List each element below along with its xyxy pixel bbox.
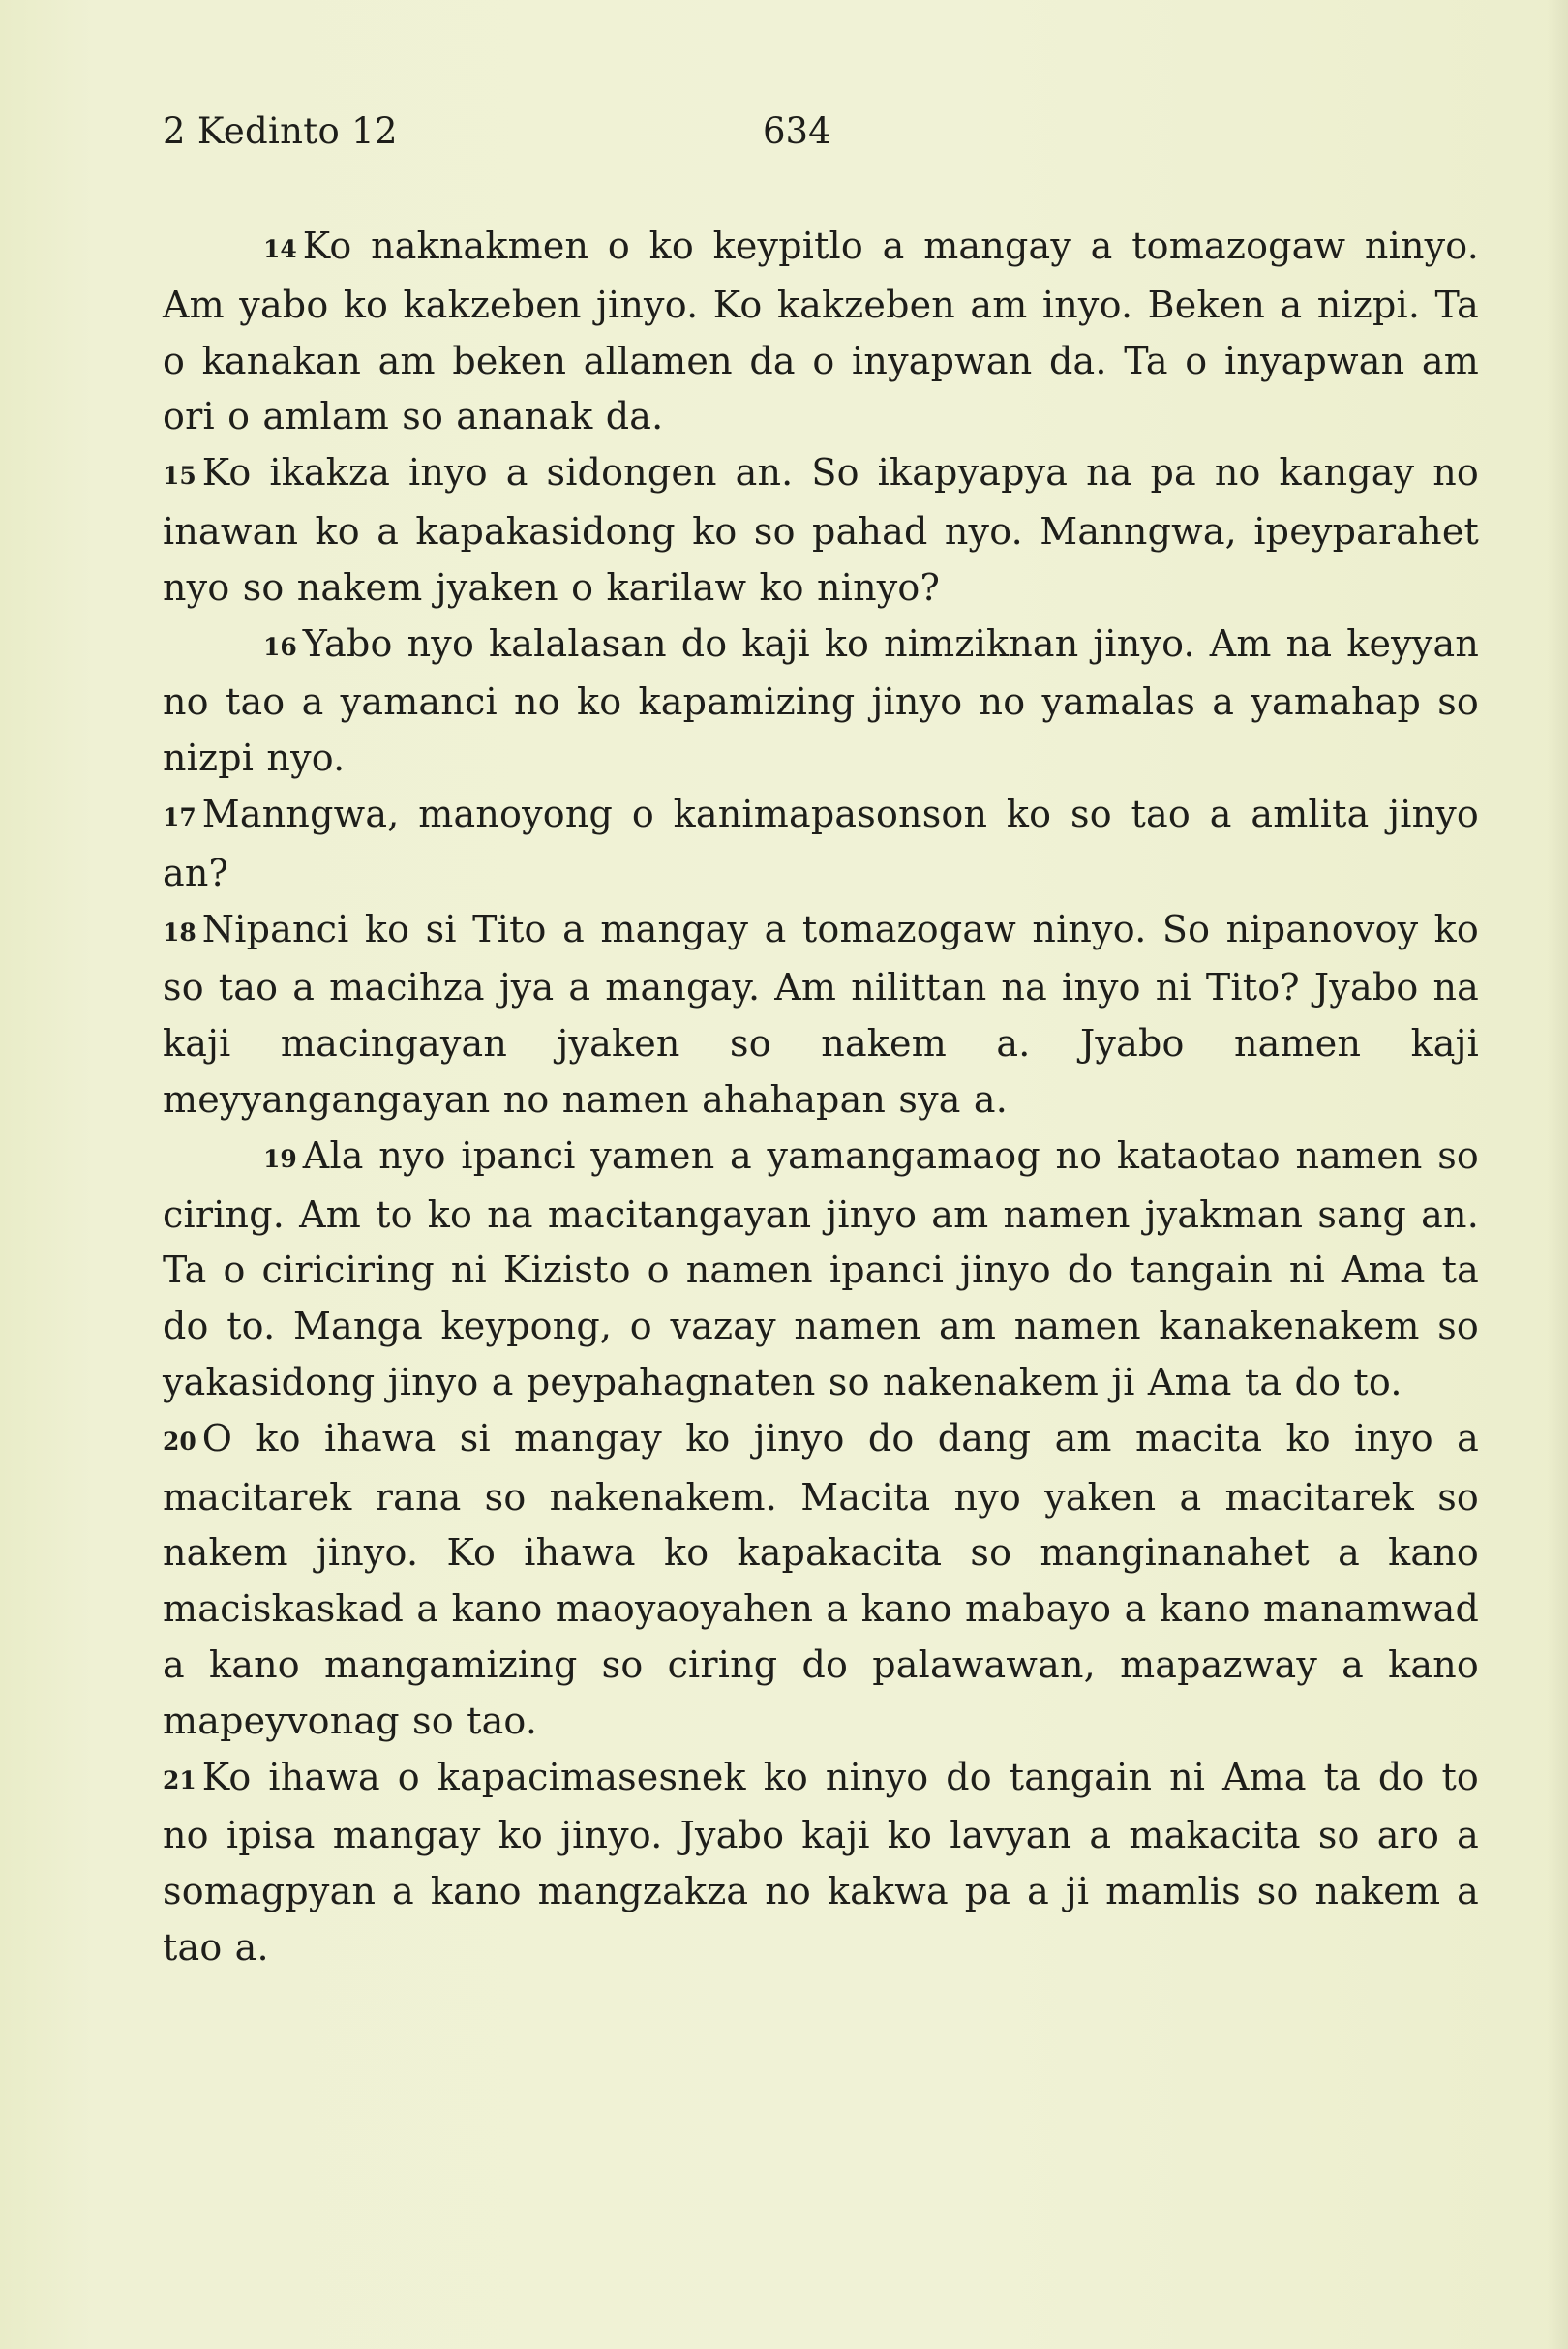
page-header	[163, 108, 1479, 166]
verse-17	[163, 787, 1479, 902]
verse-15	[163, 445, 1479, 616]
verse-number: 21	[163, 1765, 196, 1794]
verse-18	[163, 902, 1479, 1129]
verse-number: 19	[263, 1144, 297, 1173]
verse-text: Ko ikakza inyo a sidongen an. So ikapyapya na pa no kangay no inawan ko a kapakasidong ko so pahad nyo. Manngwa, ipeyparahet nyo so nakem jyaken o karilaw ko ninyo?	[163, 451, 1479, 609]
verse-number: 18	[163, 918, 196, 947]
verse-text: O ko ihawa si mangay ko jinyo do dang am macita ko inyo a macitarek rana so nakenakem. Macita nyo yaken a macitarek so nakem jinyo. Ko ihawa ko kapakacita so manginanahet a kano maciskaskad a kano maoyaoyahen a kano mabayo a kano manamwad a kano mangamizing so ciring do palawawan, mapazway a kano mapeyvonag so tao.	[163, 1416, 1479, 1742]
verse-20	[163, 1411, 1479, 1750]
verse-text: Yabo nyo kalalasan do kaji ko nimziknan jinyo. Am na keyyan no tao a yamanci no ko kapamizing jinyo no yamalas a yamahap so nizpi nyo.	[163, 621, 1479, 780]
verse-number: 20	[163, 1427, 196, 1456]
verse-number: 17	[163, 802, 196, 831]
verse-text: Nipanci ko si Tito a mangay a tomazogaw ninyo. So nipanovoy ko so tao a macihza jya a mangay. Am nilittan na inyo ni Tito? Jyabo na kaji macingayan jyaken so nakem a. Jyabo namen kaji meyyangangayan no namen ahahapan sya a.	[163, 907, 1479, 1121]
verse-text: Ko naknakmen o ko keypitlo a mangay a tomazogaw ninyo. Am yabo ko kakzeben jinyo. Ko kakzeben am inyo. Beken a nizpi. Ta o kanakan am beken allamen da o inyapwan da. Ta o inyapwan am ori o amlam so ananak da.	[163, 225, 1479, 438]
verse-text: Ko ihawa o kapacimasesnek ko ninyo do tangain ni Ama ta do to no ipisa mangay ko jinyo. Jyabo kaji ko lavyan a makacita so aro a somagpyan a kano mangzakza no kakwa pa a ji mamlis so nakem a tao a.	[163, 1755, 1479, 1969]
page-edge-shadow	[1547, 0, 1568, 2349]
verse-14	[163, 219, 1479, 445]
verse-text: Ala nyo ipanci yamen a yamangamaog no kataotao namen so ciring. Am to ko na macitangayan jinyo am namen jyakman sang an. Ta o ciriciring ni Kizisto o namen ipanci jinyo do tangain ni Ama ta do to. Manga keypong, o vazay namen am namen kanakenakem so yakasidong jinyo a peypahagnaten so nakenakem ji Ama ta do to.	[163, 1133, 1479, 1403]
page-number: 634	[763, 110, 831, 152]
verse-text: Manngwa, manoyong o kanimapasonson ko so tao a amlita jinyo an?	[163, 792, 1479, 894]
verse-number: 14	[263, 235, 297, 263]
verse-19	[163, 1129, 1479, 1411]
verse-21	[163, 1750, 1479, 1976]
running-head: 2 Kedinto 12	[163, 110, 398, 152]
verse-16	[163, 617, 1479, 787]
verse-number: 16	[263, 632, 297, 661]
verse-number: 15	[163, 462, 196, 491]
text-column	[163, 219, 1479, 1976]
